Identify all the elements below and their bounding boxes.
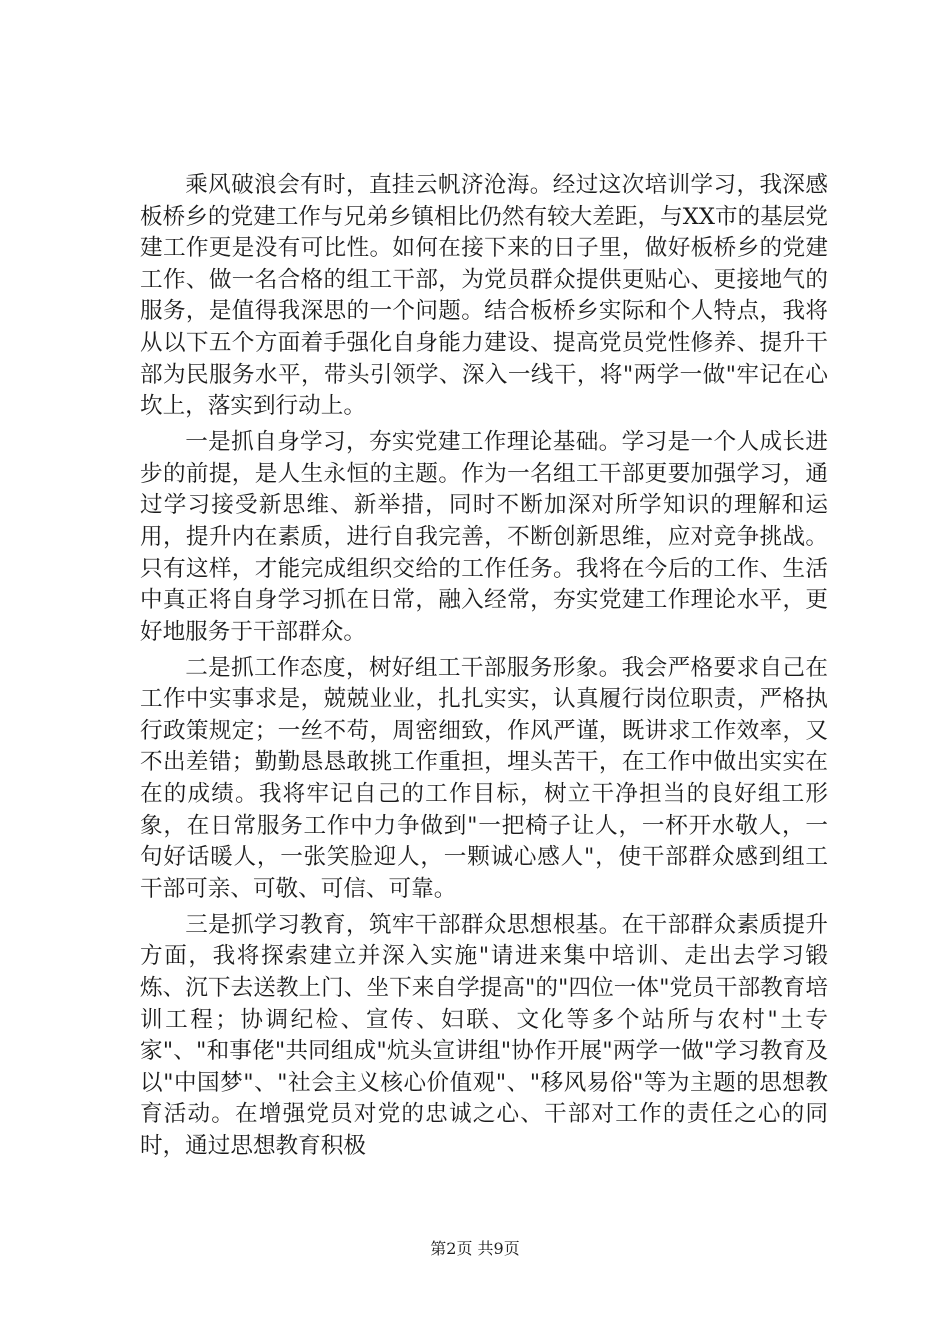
paragraph-point-three: 三是抓学习教育，筑牢干部群众思想根基。在干部群众素质提升方面，我将探索建立并深入实施"请进来集中培训、走出去学习锻炼、沉下去送教上门、坐下来自学提高"的"四位一体"党员干部教育培训工程；协调纪检、宣传、妇联、文化等多个站所与农村"土专家"、"和事佬"共同组成"炕头宣讲组"协作开展"两学一做"学习教育及以"中国梦"、"社会主义核心价值观"、"移风易俗"等为主题的思想教育活动。在增强党员对党的忠诚之心、干部对工作的责任之心的同时，通过思想教育积极: [140, 911, 828, 1159]
paragraph-point-two: 二是抓工作态度，树好组工干部服务形象。我会严格要求自己在工作中实事求是，兢兢业业，扎扎实实，认真履行岗位职责，严格执行政策规定；一丝不苟，周密细致，作风严谨，既讲求工作效率，又不出差错；勤勤恳恳敢挑工作重担，埋头苦干，在工作中做出实实在在的成绩。我将牢记自己的工作目标，树立干净担当的良好组工形象，在日常服务工作中力争做到"一把椅子让人，一杯开水敬人，一句好话暖人，一张笑脸迎人，一颗诚心感人"，使干部群众感到组工干部可亲、可敬、可信、可靠。: [140, 654, 828, 902]
paragraph-point-one: 一是抓自身学习，夯实党建工作理论基础。学习是一个人成长进步的前提，是人生永恒的主题。作为一名组工干部更要加强学习，通过学习接受新思维、新举措，同时不断加深对所学知识的理解和运用，提升内在素质，进行自我完善，不断创新思维，应对竞争挑战。只有这样，才能完成组织交给的工作任务。我将在今后的工作、生活中真正将自身学习抓在日常，融入经常，夯实党建工作理论水平，更好地服务于干部群众。: [140, 429, 828, 645]
paragraph-intro: 乘风破浪会有时，直挂云帆济沧海。经过这次培训学习，我深感板桥乡的党建工作与兄弟乡镇相比仍然有较大差距，与XX市的基层党建工作更是没有可比性。如何在接下来的日子里，做好板桥乡的党建工作、做一名合格的组工干部，为党员群众提供更贴心、更接地气的服务，是值得我深思的一个问题。结合板桥乡实际和个人特点，我将从以下五个方面着手强化自身能力建设、提高党员党性修养、提升干部为民服务水平，带头引领学、深入一线干，将"两学一做"牢记在心坎上，落实到行动上。: [140, 172, 828, 420]
page-footer: 第2页 共9页: [430, 1239, 520, 1258]
body-text: [140, 170, 828, 1167]
